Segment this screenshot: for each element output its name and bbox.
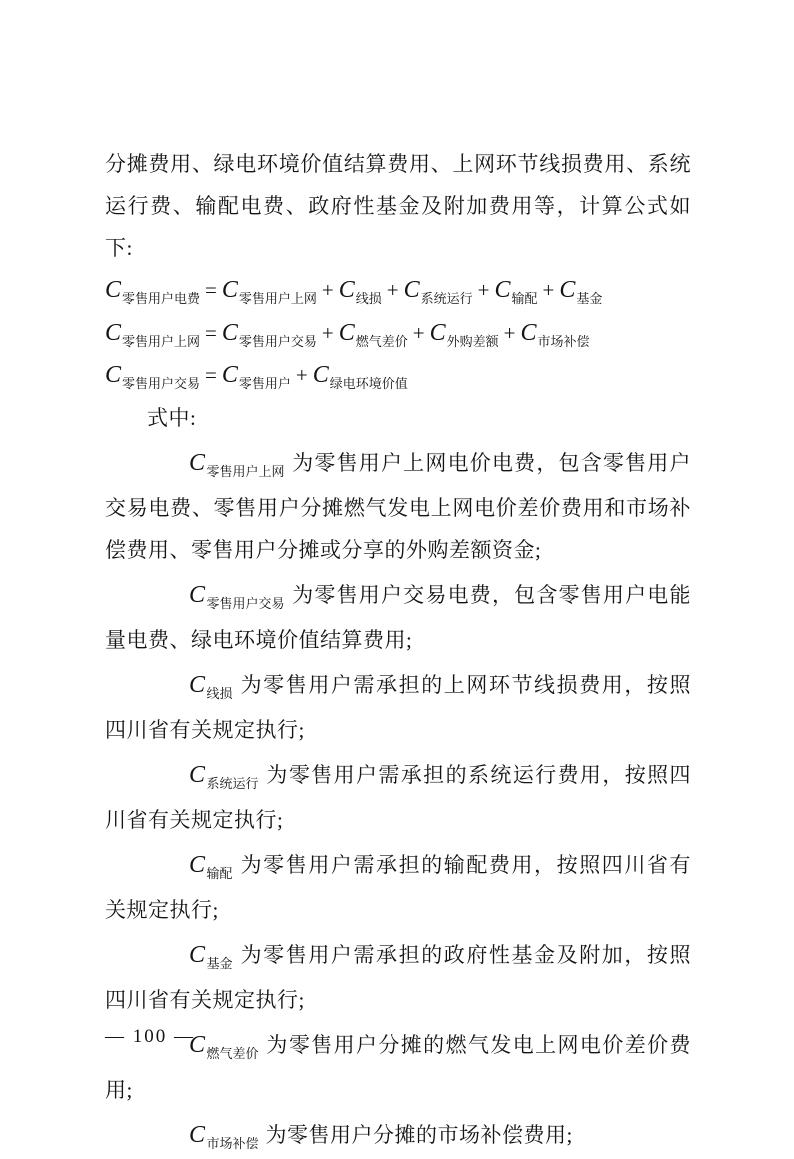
definition-text: 为零售用户分摊的燃气发电上网电价差价费用; (105, 1033, 691, 1103)
definition-paragraph (105, 661, 691, 751)
formula-variable: $C_{输配}$ (189, 852, 233, 882)
definition-text: 为零售用户需承担的政府性基金及附加，按照四川省有关规定执行; (105, 943, 691, 1013)
formula-variable: $C_{系统运行}$ (403, 277, 473, 306)
formula-variable: $C_{线损}$ (338, 277, 382, 306)
definition-paragraph (105, 1111, 691, 1159)
paragraph-intro: 分摊费用、绿电环境价值结算费用、上网环节线损费用、系统运行费、输配电费、政府性基金及附加费用等，计算公式如下: (105, 152, 691, 260)
definition-text: 为零售用户需承担的系统运行费用，按照四川省有关规定执行; (105, 763, 691, 833)
definition-paragraph (105, 439, 691, 571)
where-label: 式中: (147, 406, 197, 431)
definition-paragraph (105, 931, 691, 1021)
page-content (105, 143, 691, 1159)
definition-text: 为零售用户交易电费，包含零售用户电能量电费、绿电环境价值结算费用; (105, 583, 691, 653)
formula-operator: + (295, 363, 308, 388)
formula-retail-user-trade (105, 354, 691, 397)
formula-operator: + (321, 320, 334, 345)
definition-text: 为零售用户需承担的上网环节线损费用，按照四川省有关规定执行; (105, 673, 691, 743)
formula-variable: $C_{零售用户上网}$ (189, 450, 285, 480)
formula-operator: + (386, 278, 399, 302)
formula-variable: $C_{零售用户上网}$ (105, 319, 201, 349)
formula-operator: = (205, 278, 217, 302)
formula-variable: $C_{市场补偿}$ (520, 319, 590, 349)
definition-paragraph (105, 841, 691, 931)
definition-text: 为零售用户上网电价电费，包含零售用户交易电费、零售用户分摊燃气发电上网电价差价费用和市场补偿费用、零售用户分摊或分享的外购差额资金; (105, 451, 691, 563)
formula-variable: $C_{线损}$ (189, 672, 233, 702)
definition-paragraph (105, 751, 691, 841)
formula-variable: $C_{零售用户交易}$ (221, 319, 317, 349)
formula-variable: $C_{系统运行}$ (189, 762, 259, 792)
formula-operator: = (205, 320, 217, 345)
formula-variable: $C_{零售用户上网}$ (221, 277, 317, 306)
formula-operator: + (477, 278, 490, 302)
formula-operator: + (542, 278, 555, 302)
definition-text: 为零售用户需承担的输配费用，按照四川省有关规定执行; (105, 853, 691, 923)
definition-text: 为零售用户分摊的市场补偿费用; (265, 1123, 573, 1148)
formula-operator: + (412, 320, 425, 345)
formula-operator: + (503, 320, 516, 345)
formula-variable: $C_{燃气差价}$ (189, 1032, 259, 1062)
formula-variable: $C_{零售用户交易}$ (189, 582, 285, 612)
formula-variable: $C_{零售用户交易}$ (105, 362, 201, 392)
formula-retail-user-grid (105, 312, 691, 355)
page-number: — 100 — (105, 1026, 195, 1047)
formula-variable: $C_{零售用户电费}$ (105, 277, 201, 306)
formula-variable: $C_{基金}$ (189, 942, 233, 972)
formula-variable: $C_{输配}$ (494, 277, 538, 306)
formula-retail-user-fee (105, 269, 691, 312)
formula-operator: + (321, 278, 334, 302)
definition-paragraph (105, 571, 691, 661)
formula-variable: $C_{零售用户}$ (221, 362, 291, 392)
formula-variable: $C_{燃气差价}$ (338, 319, 408, 349)
formula-operator: = (205, 363, 217, 388)
formula-variable: $C_{绿电环境价值}$ (312, 362, 408, 392)
formula-variable: $C_{基金}$ (559, 277, 603, 306)
formula-variable: $C_{市场补偿}$ (189, 1122, 259, 1152)
formula-variable: $C_{外购差额}$ (429, 319, 499, 349)
